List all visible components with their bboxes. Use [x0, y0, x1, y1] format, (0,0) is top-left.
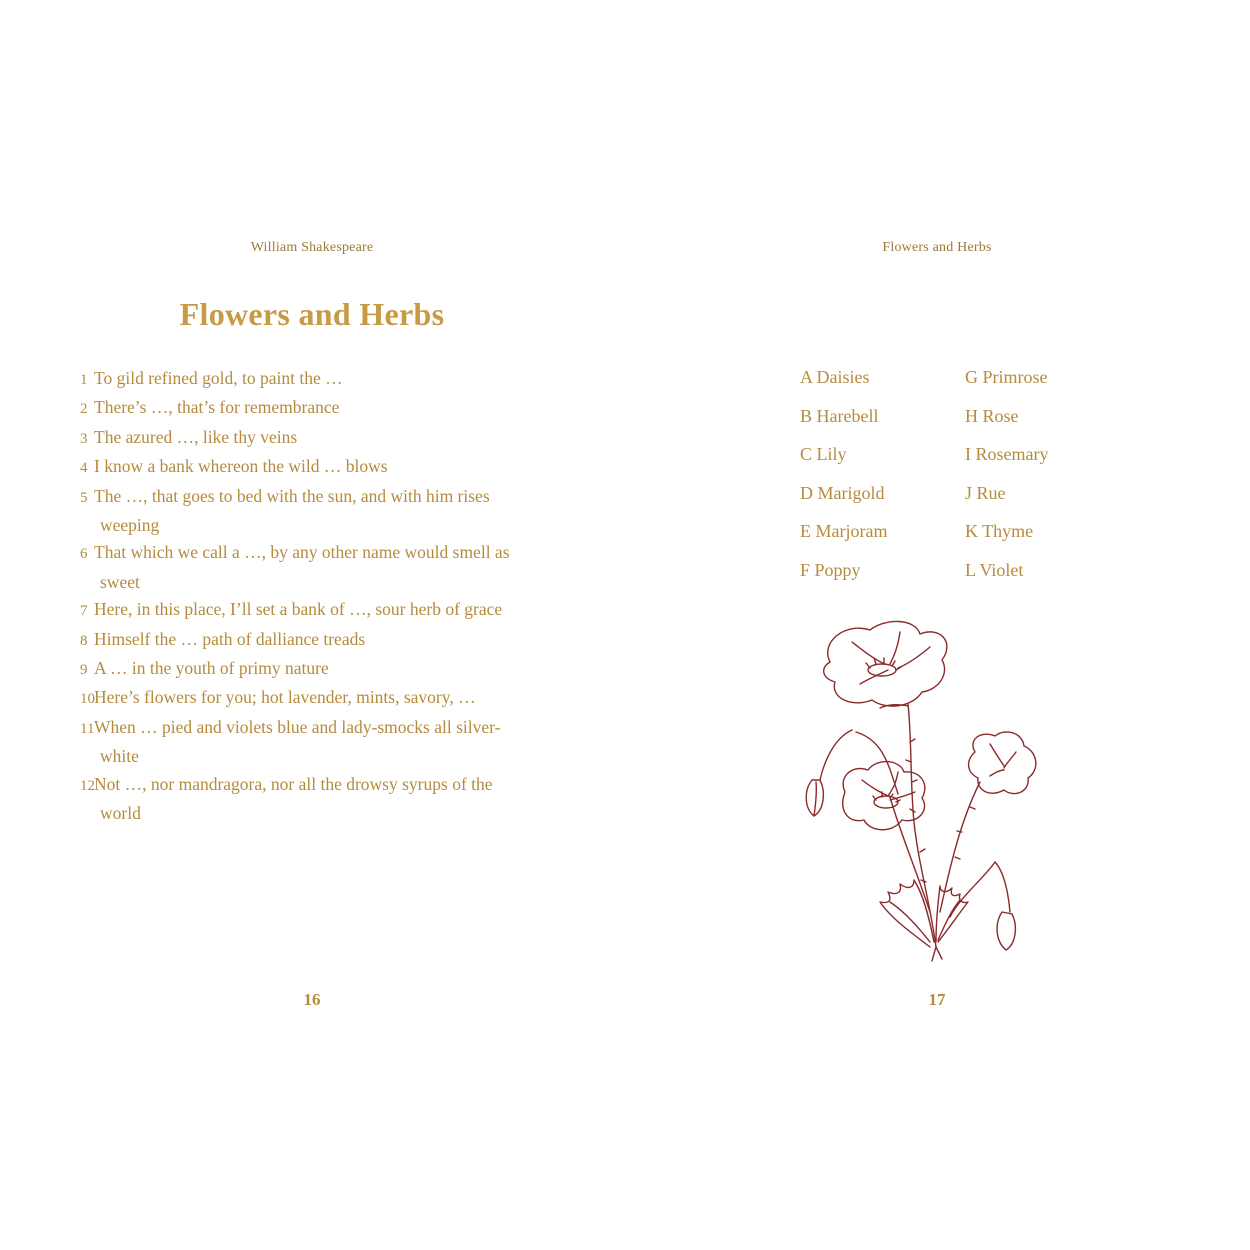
left-page-number: 16 — [303, 990, 321, 1009]
quote-item — [80, 453, 520, 482]
quote-item — [80, 771, 520, 828]
answer-item: K Thyme — [965, 521, 1034, 541]
quote-item — [80, 714, 520, 771]
quote-item — [80, 539, 520, 596]
quote-item — [80, 365, 520, 394]
quote-item — [80, 655, 520, 684]
quote-text: When … pied and violets blue and lady-smocks all silver-white — [94, 716, 501, 767]
answer-item: H Rose — [965, 405, 1019, 426]
quote-text: A … in the youth of primy nature — [94, 658, 329, 679]
quote-number: 4 — [80, 460, 88, 477]
poppy-illustration-icon — [790, 612, 1070, 972]
quote-text: To gild refined gold, to paint the … — [94, 368, 343, 388]
page-title: Flowers and Herbs — [179, 296, 445, 332]
answer-column-1 — [800, 365, 887, 596]
quote-item — [80, 684, 520, 713]
quote-number: 3 — [80, 430, 88, 447]
quote-number: 10 — [80, 691, 95, 708]
quote-number: 8 — [80, 632, 88, 649]
quote-list — [80, 365, 520, 828]
answer-item: G Primrose — [965, 367, 1048, 387]
answer-item: D Marigold — [800, 482, 885, 503]
quote-number: 6 — [80, 546, 88, 563]
quote-number: 11 — [80, 720, 95, 737]
quote-text: There’s …, that’s for remembrance — [94, 397, 340, 418]
quote-text: Here’s flowers for you; hot lavender, mints, savory, … — [94, 687, 476, 708]
answer-item: I Rosemary — [965, 444, 1049, 464]
right-running-head: Flowers and Herbs — [882, 240, 992, 255]
quote-number: 5 — [80, 489, 88, 506]
quote-number: 7 — [80, 603, 88, 620]
quote-item — [80, 424, 520, 453]
quote-number: 1 — [80, 372, 88, 388]
left-running-head: William Shakespeare — [250, 240, 374, 255]
answer-item: L Violet — [965, 559, 1024, 580]
quote-item — [80, 483, 520, 540]
answer-item: A Daisies — [800, 367, 870, 387]
answer-item: C Lily — [800, 444, 847, 464]
answer-item: B Harebell — [800, 405, 879, 426]
quote-item — [80, 626, 520, 655]
quote-text: That which we call a …, by any other name would smell as sweet — [94, 542, 510, 592]
quote-text: Himself the … path of dalliance treads — [94, 628, 366, 649]
quote-item — [80, 394, 520, 423]
quote-number: 9 — [80, 662, 88, 679]
quote-text: Here, in this place, I’ll set a bank of …, sour herb of grace — [94, 599, 503, 620]
quote-text: Not …, nor mandragora, nor all the drowsy syrups of the world — [94, 773, 493, 824]
quote-text: The …, that goes to bed with the sun, and with him rises weeping — [94, 485, 490, 536]
quote-text: I know a bank whereon the wild … blows — [94, 456, 388, 477]
answer-item: J Rue — [965, 482, 1006, 503]
quote-number: 12 — [80, 777, 95, 794]
quote-number: 2 — [80, 401, 88, 418]
answer-item: E Marjoram — [800, 521, 888, 541]
answer-column-2 — [965, 365, 1048, 596]
quote-text: The azured …, like thy veins — [94, 426, 298, 447]
answer-item: F Poppy — [800, 559, 861, 580]
right-page-number: 17 — [928, 990, 946, 1009]
quote-item — [80, 596, 520, 625]
